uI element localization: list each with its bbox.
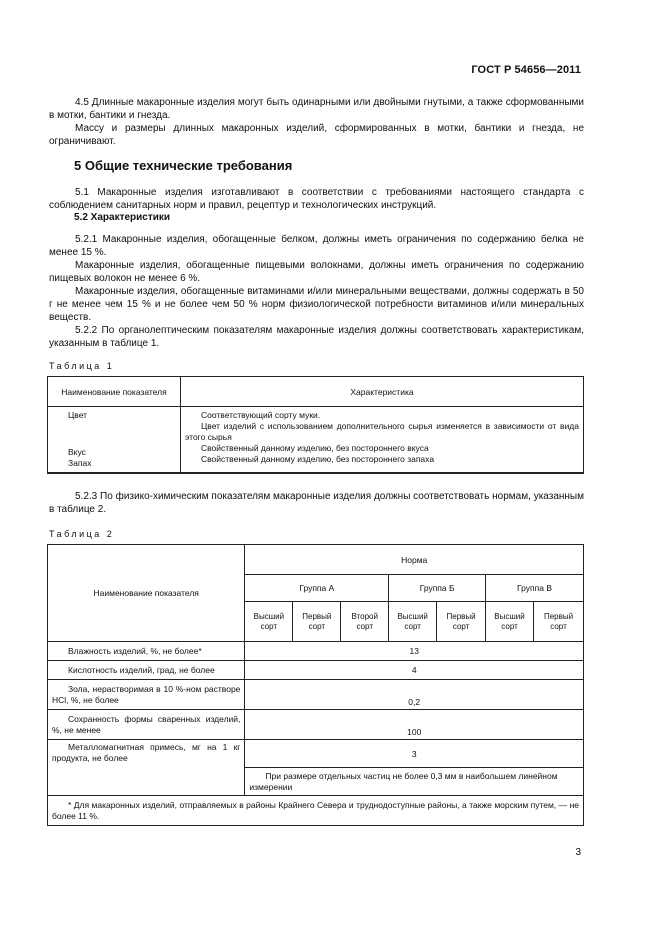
section-5-2-heading: 5.2 Характеристики bbox=[74, 212, 171, 223]
table-1 bbox=[47, 376, 584, 474]
table-2-a-second: Второй сорт bbox=[341, 602, 389, 642]
table-row bbox=[48, 661, 584, 680]
table-2-acidity-value: 4 bbox=[245, 661, 584, 680]
paragraph-4-5: 4.5 Длинные макаронные изделия могут быть одинарными или двойными гнутыми, а также сформованными в мотки, бантики и гнезда. bbox=[49, 97, 584, 121]
table-row bbox=[48, 710, 584, 740]
paragraph-4-5-mass: Массу и размеры длинных макаронных изделий, сформированных в мотки, бантики и гнезда, не ограничивают. bbox=[49, 123, 584, 147]
paragraph-5-2-1-protein: 5.2.1 Макаронные изделия, обогащенные белком, должны иметь ограничения по содержанию белка не менее 15 %. bbox=[49, 234, 584, 258]
table-2-caption: Таблица 2 bbox=[49, 529, 115, 539]
table-row bbox=[48, 642, 584, 661]
table-1-caption: Таблица 1 bbox=[49, 361, 115, 371]
table-2-group-v: Группа В bbox=[486, 575, 584, 602]
table-1-values-cell bbox=[181, 407, 584, 473]
paragraph-5-2-1-vitamins: Макаронные изделия, обогащенные витаминами и/или минеральными веществами, должны содержать в 50 г не менее чем 15 % и не более чем 50 % норм физиологической потребности витаминов и/или минеральных веществ. bbox=[49, 286, 584, 323]
table-1-color-name: Цвет bbox=[68, 410, 88, 420]
table-2-shape-value: 100 bbox=[245, 710, 584, 740]
paragraph-5-2-3: 5.2.3 По физико-химическим показателям макаронные изделия должны соответствовать нормам, указанным в таблице 2. bbox=[49, 491, 584, 515]
table-2-b-first: Первый сорт bbox=[437, 602, 486, 642]
paragraph-5-2-2: 5.2.2 По органолептическим показателям макаронные изделия должны соответствовать характеристикам, указанным в таблице 1. bbox=[49, 325, 584, 349]
table-2-v-first: Первый сорт bbox=[534, 602, 584, 642]
table-1-taste-value: Свойственный данному изделию, без постороннего вкуса bbox=[201, 443, 429, 453]
table-2 bbox=[47, 544, 584, 826]
paragraph-5-1: 5.1 Макаронные изделия изготавливают в соответствии с требованиями настоящего стандарта с соблюдением санитарных норм и правил, рецептур и технологических инструкций. bbox=[49, 187, 584, 211]
table-2-a-high: Высший сорт bbox=[245, 602, 293, 642]
paragraph-5-2-1-fiber: Макаронные изделия, обогащенные пищевыми волокнами, должны иметь ограничения по содержанию пищевых волокон не менее 6 %. bbox=[49, 260, 584, 284]
table-1-header-name: Наименование показателя bbox=[48, 377, 181, 407]
table-2-v-high: Высший сорт bbox=[486, 602, 534, 642]
table-2-metal-note: При размере отдельных частиц не более 0,3 мм в наибольшем линейном измерении bbox=[245, 768, 584, 796]
section-5-heading: 5 Общие технические требования bbox=[74, 158, 293, 173]
page-number: 3 bbox=[575, 847, 581, 858]
table-row bbox=[48, 680, 584, 710]
table-2-metal-value: 3 bbox=[245, 740, 584, 768]
table-1-header-characteristic: Характеристика bbox=[181, 377, 584, 407]
table-2-ash-name: Зола, нерастворимая в 10 %-ном растворе HCl, %, не более bbox=[48, 680, 245, 710]
table-1-smell-value: Свойственный данному изделию, без постороннего запаха bbox=[201, 454, 435, 464]
table-2-metal-name: Металломагнитная примесь, мг на 1 кг продукта, не более bbox=[48, 740, 245, 796]
table-2-moisture-value: 13 bbox=[245, 642, 584, 661]
table-2-acidity-name: Кислотность изделий, град, не более bbox=[48, 661, 245, 680]
table-1-taste-name: Вкус bbox=[68, 447, 86, 457]
table-row bbox=[48, 740, 584, 768]
table-1-names-cell bbox=[48, 407, 181, 473]
table-1-smell-name: Запах bbox=[68, 458, 92, 468]
table-2-b-high: Высший сорт bbox=[389, 602, 437, 642]
table-2-moisture-name: Влажность изделий, %, не более* bbox=[48, 642, 245, 661]
table-2-header-name: Наименование показателя bbox=[48, 545, 245, 642]
table-2-group-a: Группа А bbox=[245, 575, 389, 602]
table-2-header-norm: Норма bbox=[245, 545, 584, 575]
table-2-ash-value: 0,2 bbox=[245, 680, 584, 710]
standard-number: ГОСТ Р 54656—2011 bbox=[471, 64, 581, 76]
table-2-shape-name: Сохранность формы сваренных изделий, %, не менее bbox=[48, 710, 245, 740]
table-2-footnote: * Для макаронных изделий, отправляемых в районы Крайнего Севера и труднодоступные районы, а также морским путем, — не более 11 %. bbox=[48, 796, 584, 826]
table-1-color-value-1: Соответствующий сорту муки. bbox=[201, 410, 321, 420]
table-2-a-first: Первый сорт bbox=[293, 602, 341, 642]
table-2-group-b: Группа Б bbox=[389, 575, 486, 602]
table-1-color-value-2: Цвет изделий с использованием дополнительного сырья изменяется в зависимости от вида этого сырья bbox=[185, 421, 579, 442]
